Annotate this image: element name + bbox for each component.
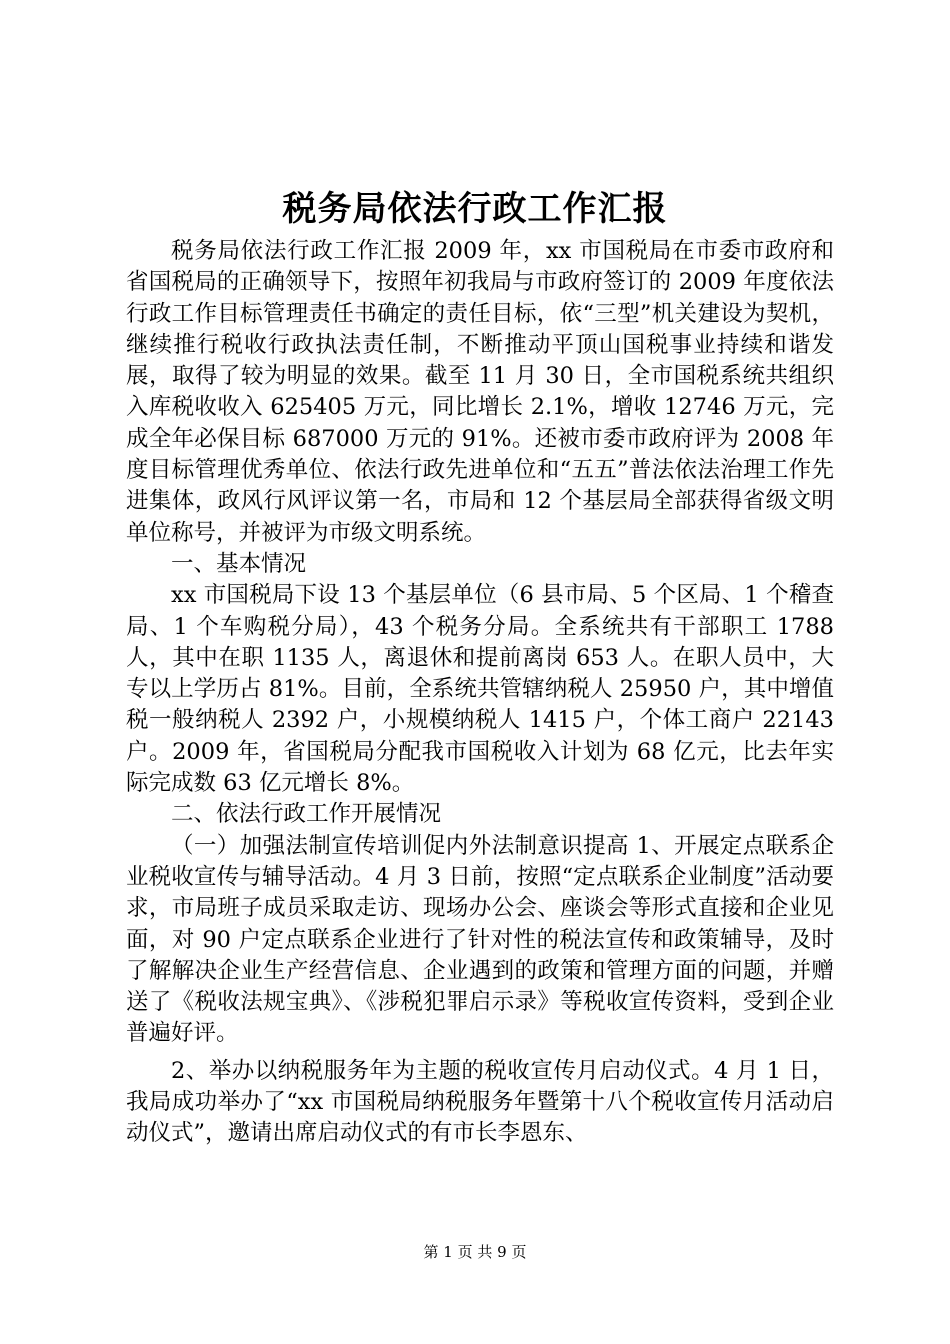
section-heading-work-progress: 二、依法行政工作开展情况 <box>171 801 442 828</box>
paragraph-intro: 税务局依法行政工作汇报 2009 年，xx 市国税局在市委市政府和省国税局的正确领导下，按照年初我局与市政府签订的 2009 年度依法行政工作目标管理责任书确定的责任目标，依“三型”机关建设为契机，继续推行税收行政执法责任制，不断推动平顶山国税事业持续和谐发展，取得了较为明显的效果。截至 11 月 30 日，全市国税系统共组织入库税收收入 625405 万元，同比增长 2.1%，增收 12746 万元，完成全年必保目标 687000 万元的 91%。还被市委市政府评为 2008 年度目标管理优秀单位、依法行政先进单位和“五五”普法依法治理工作先进集体，政风行风评议第一名，市局和 12 个基层局全部获得省级文明单位称号，并被评为市级文明系统。 <box>126 238 834 546</box>
page-footer: 第 1 页 共 9 页 <box>423 1243 527 1261</box>
paragraph-legal-publicity: （一）加强法制宣传培训促内外法制意识提高 1、开展定点联系企业税收宣传与辅导活动。4 月 3 日前，按照“定点联系企业制度”活动要求，市局班子成员采取走访、现场办公会、座谈会等形式直接和企业见面，对 90 户定点联系企业进行了针对性的税法宣传和政策辅导，及时了解解决企业生产经营信息、企业遇到的政策和管理方面的问题，并赠送了《税收法规宝典》、《涉税犯罪启示录》等税收宣传资料，受到企业普遍好评。 <box>126 832 834 1047</box>
section-heading-basic-situation: 一、基本情况 <box>171 550 307 577</box>
document-title: 税务局依法行政工作汇报 <box>282 189 668 229</box>
paragraph-basic-situation: xx 市国税局下设 13 个基层单位（6 县市局、5 个区局、1 个稽查局、1 个车购税分局），43 个税务分局。全系统共有干部职工 1788 人，其中在职 1135 人，离退休和提前离岗 653 人。在职人员中，大专以上学历占 81%。目前，全系统共管辖纳税人 25950 户，其中增值税一般纳税人 2392 户，小规模纳税人 1415 户，个体工商户 22143 户。2009 年，省国税局分配我市国税收入计划为 68 亿元，比去年实际完成数 63 亿元增长 8%。 <box>126 582 834 797</box>
document-body <box>126 236 834 1150</box>
paragraph-tax-month-ceremony: 2、举办以纳税服务年为主题的税收宣传月启动仪式。4 月 1 日，我局成功举办了“xx 市国税局纳税服务年暨第十八个税收宣传月活动启动仪式”，邀请出席启动仪式的有市长李恩东、 <box>126 1057 834 1147</box>
